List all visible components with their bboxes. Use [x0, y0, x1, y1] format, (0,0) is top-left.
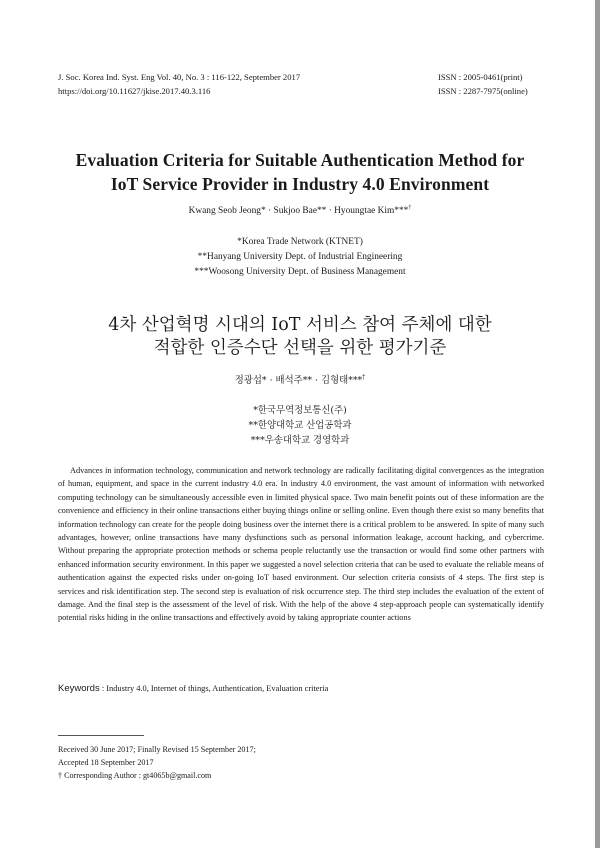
keywords-separator: : — [99, 684, 107, 693]
doi-link[interactable]: https://doi.org/10.11627/jkise.2017.40.3.116 — [58, 86, 211, 96]
korean-authors — [40, 372, 560, 386]
english-author-list: Kwang Seob Jeong* · Sukjoo Bae** · Hyoungtae Kim*** — [188, 206, 409, 217]
affiliation-woosong: ***Woosong University Dept. of Business Management — [194, 267, 406, 277]
corresponding-author — [58, 769, 256, 782]
english-title — [40, 148, 560, 196]
korean-affiliations — [40, 403, 560, 448]
keywords-value: Industry 4.0, Internet of things, Authentication, Evaluation criteria — [106, 684, 329, 693]
affiliation-ktnet: *Korea Trade Network (KTNET) — [237, 237, 363, 247]
keywords-line — [58, 683, 328, 694]
corresponding-footnote-dagger: † — [58, 771, 63, 780]
issn-block — [438, 70, 528, 98]
korean-title — [40, 314, 560, 360]
corresponding-dagger: † — [408, 205, 412, 211]
abstract-body: Advances in information technology, communication and network technology are radically facilitating digital convergences as the integration of human, equipment, and space in the current industry 4.0 era. In industry 4.0 environment, the vast amount of information with networked computing technology can be simultaneously accessible even in limited physical space. Two main benefit points out of these information are the convenience and efficiency in their online transactions either buying things online or selling online. Even though there exist so many benefits that information technology can create for the people doing business over the internet there is a critical problem to be answered. In spite of many such advantages, however, online transactions have many dysfunctions such as personal information leakage, account hacking, and cybercrime. Without preparing the appropriate protection methods or schema people reluctantly use the transaction or would find some other partners with enhanced information security environment. In this paper we suggested a novel selection criteria that can be used to evaluate the reliable means of authentication against the expected risks under on-going IoT based environment. Our selection criteria consists of 4 steps. The first step is services and risk identification step. The second step is evaluation of risk occurrence step. The third step includes the evaluation of the extent of damage. And the final step is the assessment of the level of risk. With the help of the above 4 step-approach people can systematically identify potential risks hiding in the online transactions and effectively avoid by taking appropriate counter actions — [58, 466, 544, 623]
english-affiliations — [40, 235, 560, 280]
korean-author-list: 정광섭* · 배석주** · 김형태*** — [234, 375, 363, 386]
accepted-date: Accepted 18 September 2017 — [58, 758, 154, 767]
korean-affiliation-3: ***우송대학교 경영학과 — [250, 435, 350, 446]
corresponding-author-email: Corresponding Author : gt4065b@gmail.com — [62, 771, 212, 780]
journal-citation: J. Soc. Korea Ind. Syst. Eng Vol. 40, No. 3 : 116-122, September 2017 — [58, 72, 301, 82]
issn-online: ISSN : 2287-7975(online) — [438, 86, 528, 96]
english-authors — [40, 205, 560, 216]
english-title-line1: Evaluation Criteria for Suitable Authentication Method for — [75, 150, 525, 170]
korean-title-line1: 4차 산업혁명 시대의 IoT 서비스 참여 주체에 대한 — [108, 315, 492, 335]
received-date: Received 30 June 2017; Finally Revised 15 September 2017; — [58, 745, 256, 754]
english-title-line2: IoT Service Provider in Industry 4.0 Environment — [110, 174, 490, 194]
korean-affiliation-1: *한국무역정보통신(주) — [253, 405, 347, 416]
korean-affiliation-2: **한양대학교 산업공학과 — [248, 420, 352, 431]
page-edge-shadow — [595, 0, 600, 848]
korean-title-line2: 적합한 인증수단 선택을 위한 평가기준 — [153, 338, 447, 358]
footnote-divider — [58, 735, 144, 736]
journal-header — [58, 70, 300, 98]
korean-corresponding-dagger: † — [362, 373, 366, 381]
affiliation-hanyang: **Hanyang University Dept. of Industrial Engineering — [197, 252, 403, 262]
issn-print: ISSN : 2005-0461(print) — [438, 72, 523, 82]
footnotes — [58, 743, 256, 782]
keywords-label: Keywords — [58, 683, 100, 694]
